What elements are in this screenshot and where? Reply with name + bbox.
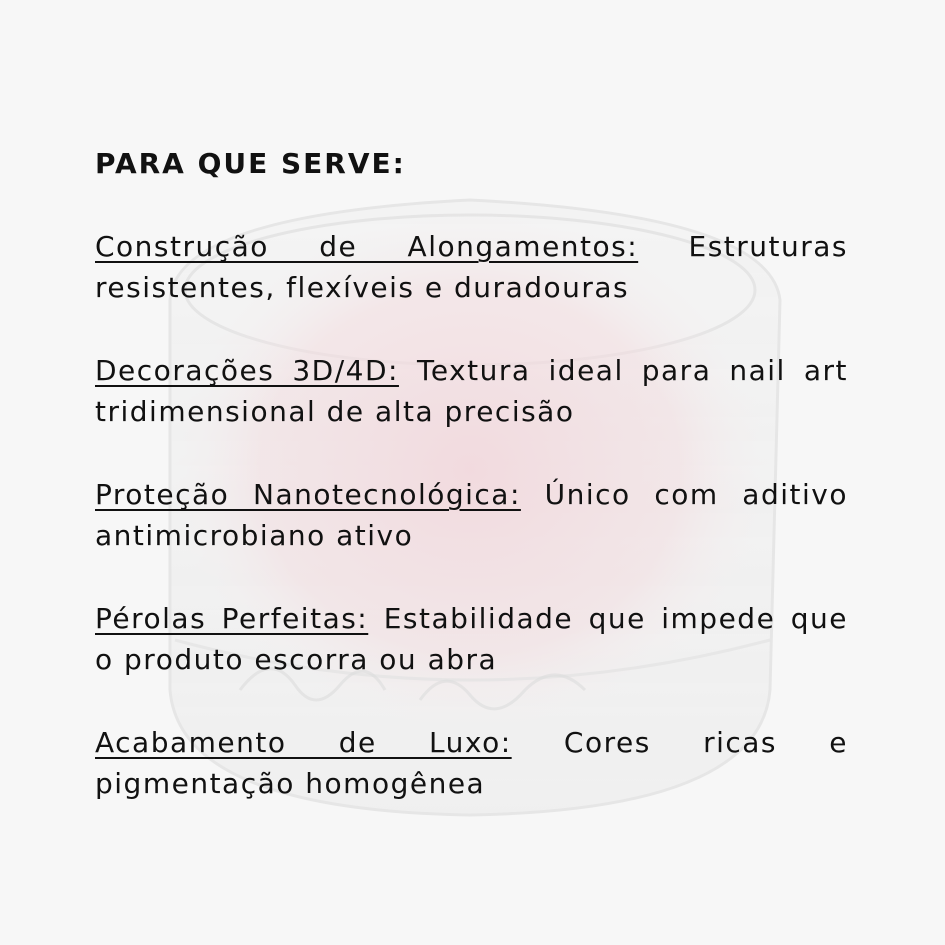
benefit-description: Estabilidade que impede que o produto escorra ou abra — [95, 602, 848, 676]
benefit-item — [95, 226, 848, 308]
benefit-term: Construção de Alongamentos: — [95, 230, 639, 263]
benefit-term: Proteção Nanotecnológica: — [95, 478, 521, 511]
benefit-description: Estruturas resistentes, flexíveis e duradouras — [95, 230, 848, 304]
benefit-item — [95, 722, 848, 804]
benefit-description: Textura ideal para nail art tridimensional de alta precisão — [95, 354, 848, 428]
benefit-description: Único com aditivo antimicrobiano ativo — [95, 478, 848, 552]
benefit-description: Cores ricas e pigmentação homogênea — [95, 726, 848, 800]
benefit-item — [95, 474, 848, 556]
benefit-term: Acabamento de Luxo: — [95, 726, 512, 759]
benefit-item — [95, 598, 848, 680]
benefit-term: Pérolas Perfeitas: — [95, 602, 369, 635]
benefit-item — [95, 350, 848, 432]
benefit-term: Decorações 3D/4D: — [95, 354, 399, 387]
page-title: PARA QUE SERVE: — [95, 147, 406, 180]
text-content — [95, 142, 848, 846]
